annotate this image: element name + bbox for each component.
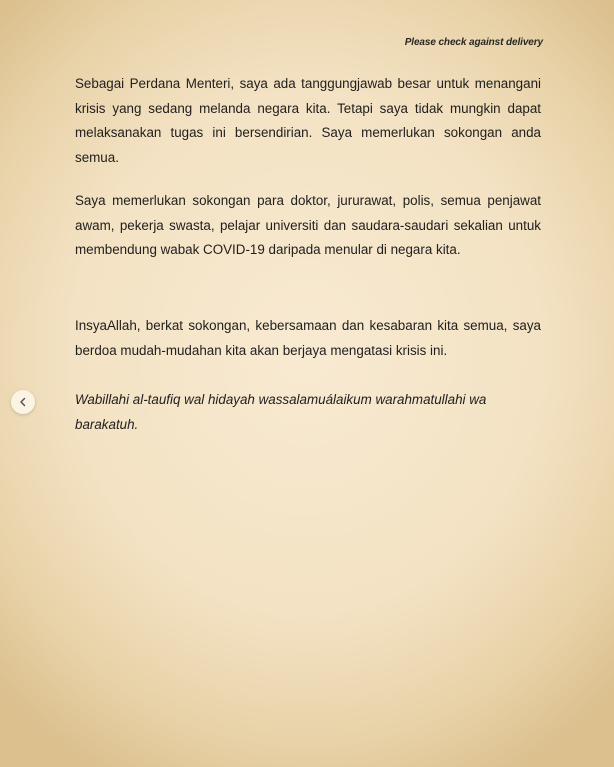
paragraph-closing-greeting: Wabillahi al-taufiq wal hidayah wassalamuálaikum warahmatullahi wa barakatuh. <box>75 392 487 432</box>
previous-slide-button[interactable] <box>11 390 35 414</box>
paragraph-support: Saya memerlukan sokongan para doktor, jururawat, polis, semua penjawat awam, pekerja swasta, pelajar universiti dan saudara-saudari sekalian untuk membendung wabak COVID-19 daripada menular di negara kita. <box>75 193 541 257</box>
paragraph-responsibility: Sebagai Perdana Menteri, saya ada tanggungjawab besar untuk menangani krisis yang sedang melanda negara kita. Tetapi saya tidak mungkin dapat melaksanakan tugas ini bersendirian. Saya memerlukan sokongan anda semua. <box>75 76 541 165</box>
delivery-note: Please check against delivery <box>404 37 543 48</box>
chevron-left-icon <box>18 397 28 407</box>
paragraph-prayer: InsyaAllah, berkat sokongan, kebersamaan dan kesabaran kita semua, saya berdoa mudah-mudahan kita akan berjaya mengatasi krisis ini. <box>75 318 541 358</box>
